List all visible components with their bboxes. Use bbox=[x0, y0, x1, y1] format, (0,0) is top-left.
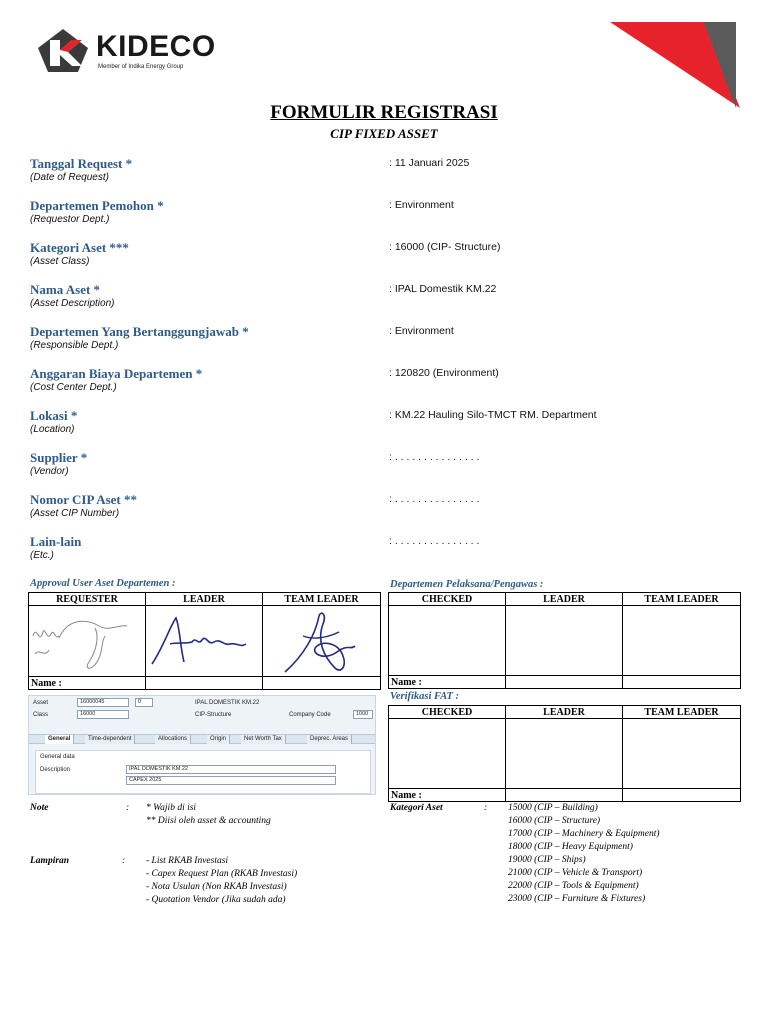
field-sublabel: (Location) bbox=[30, 424, 75, 435]
signature-team-leader[interactable] bbox=[623, 606, 741, 676]
note-list bbox=[146, 802, 271, 828]
signature-team-leader-icon bbox=[263, 606, 379, 676]
name-cell-team-leader[interactable] bbox=[623, 789, 741, 802]
kategori-line: 21000 (CIP – Vehicle & Transport) bbox=[508, 868, 643, 878]
signature-checked[interactable] bbox=[389, 719, 506, 789]
field-sublabel: (Requestor Dept.) bbox=[30, 214, 110, 225]
corner-decoration-icon bbox=[610, 22, 740, 108]
note-label: Note bbox=[30, 803, 49, 813]
field-label: Lokasi * bbox=[30, 408, 78, 423]
sap-general-panel bbox=[35, 750, 371, 794]
sap-company-code-field[interactable]: 1000 bbox=[353, 710, 373, 719]
signature-checked[interactable] bbox=[389, 606, 506, 676]
field-label: Supplier * bbox=[30, 450, 88, 465]
sap-tab-time-dependent[interactable]: Time-dependent bbox=[85, 735, 135, 744]
name-label: Name : bbox=[29, 677, 146, 690]
field-supplier bbox=[30, 450, 730, 486]
field-value[interactable]: : IPAL Domestik KM.22 bbox=[389, 283, 497, 295]
field-sublabel: (Date of Request) bbox=[30, 172, 109, 183]
sap-asset-name: IPAL DOMESTIK KM.22 bbox=[195, 700, 260, 706]
lampiran-line: - Capex Request Plan (RKAB Investasi) bbox=[146, 869, 298, 879]
logo-tagline: Member of Indika Energy Group bbox=[98, 64, 184, 70]
pelaksana-table bbox=[388, 592, 741, 689]
kategori-colon: : bbox=[484, 803, 488, 813]
kategori-line: 22000 (CIP – Tools & Equipment) bbox=[508, 881, 639, 891]
sap-tab-net-worth-tax[interactable]: Net Worth Tax bbox=[241, 735, 286, 744]
signature-leader[interactable] bbox=[506, 606, 623, 676]
sap-asset-label: Asset bbox=[33, 700, 49, 706]
field-value[interactable]: : 120820 (Environment) bbox=[389, 367, 499, 379]
kategori-line: 19000 (CIP – Ships) bbox=[508, 855, 586, 865]
kategori-line: 23000 (CIP – Furniture & Fixtures) bbox=[508, 894, 646, 904]
field-sublabel: (Asset CIP Number) bbox=[30, 508, 120, 519]
note-line: ** Diisi oleh asset & accounting bbox=[146, 816, 271, 826]
lampiran-list bbox=[146, 855, 297, 907]
field-value[interactable]: : KM.22 Hauling Silo-TMCT RM. Department bbox=[389, 409, 597, 421]
approval-user-table bbox=[28, 592, 381, 690]
field-sublabel: (Asset Class) bbox=[30, 256, 90, 267]
sap-company-code-label: Company Code bbox=[289, 712, 331, 718]
field-sublabel: (Etc.) bbox=[30, 550, 54, 561]
field-lokasi bbox=[30, 408, 730, 444]
sap-tab-origin[interactable]: Origin bbox=[207, 735, 230, 744]
sap-tab-deprec-areas[interactable]: Deprec. Areas bbox=[307, 735, 352, 744]
note-line: * Wajib di isi bbox=[146, 803, 197, 813]
sap-asset-screenshot bbox=[28, 695, 376, 795]
sap-class-name: CIP-Structure bbox=[195, 712, 232, 718]
col-leader: LEADER bbox=[146, 593, 263, 606]
verifikasi-title: Verifikasi FAT : bbox=[390, 691, 460, 702]
kideco-logo-icon bbox=[36, 28, 90, 74]
kategori-line: 18000 (CIP – Heavy Equipment) bbox=[508, 842, 633, 852]
lampiran-label: Lampiran bbox=[30, 856, 70, 866]
field-label: Nomor CIP Aset ** bbox=[30, 492, 138, 507]
field-label: Nama Aset * bbox=[30, 282, 101, 297]
field-departemen-pemohon bbox=[30, 198, 730, 234]
approval-user-title: Approval User Aset Departemen : bbox=[30, 578, 176, 589]
col-team-leader: TEAM LEADER bbox=[623, 593, 741, 606]
field-sublabel: (Vendor) bbox=[30, 466, 69, 477]
kideco-logo bbox=[36, 28, 236, 76]
field-value[interactable]: : 16000 (CIP- Structure) bbox=[389, 241, 501, 253]
field-sublabel: (Cost Center Dept.) bbox=[30, 382, 117, 393]
name-cell-team-leader[interactable] bbox=[263, 677, 381, 690]
col-checked: CHECKED bbox=[389, 706, 506, 719]
sap-description-field-2[interactable]: CAPEX 2025 bbox=[126, 776, 336, 785]
field-value[interactable]: : . . . . . . . . . . . . . . . bbox=[389, 535, 480, 547]
signature-leader-icon bbox=[146, 606, 261, 676]
field-kategori-aset bbox=[30, 240, 730, 276]
sap-class-label: Class bbox=[33, 712, 49, 718]
sap-asset-field[interactable]: 16000045 bbox=[77, 698, 129, 707]
kategori-line: 16000 (CIP – Structure) bbox=[508, 816, 601, 826]
signature-team-leader[interactable] bbox=[623, 719, 741, 789]
field-departemen-bertanggungjawab bbox=[30, 324, 730, 360]
field-value[interactable]: : . . . . . . . . . . . . . . . bbox=[389, 493, 480, 505]
logo-wordmark: KIDECO bbox=[96, 30, 216, 63]
field-value[interactable]: : . . . . . . . . . . . . . . . bbox=[389, 451, 480, 463]
sap-asset-sub-field[interactable]: 0 bbox=[135, 698, 153, 707]
col-leader: LEADER bbox=[506, 593, 623, 606]
col-requester: REQUESTER bbox=[29, 593, 146, 606]
sap-class-field[interactable]: 16000 bbox=[77, 710, 129, 719]
field-label: Departemen Yang Bertanggungjawab * bbox=[30, 324, 249, 339]
lampiran-line: - List RKAB Investasi bbox=[146, 856, 229, 866]
field-nama-aset bbox=[30, 282, 730, 318]
kategori-line: 15000 (CIP – Building) bbox=[508, 803, 598, 813]
sap-group-title: General data bbox=[40, 754, 75, 760]
signature-leader[interactable] bbox=[146, 606, 263, 677]
field-anggaran-biaya bbox=[30, 366, 730, 402]
field-label: Kategori Aset *** bbox=[30, 240, 129, 255]
sap-tab-bar bbox=[29, 734, 376, 744]
sap-description-label: Description bbox=[40, 767, 71, 773]
col-checked: CHECKED bbox=[389, 593, 506, 606]
field-label: Tanggal Request * bbox=[30, 156, 133, 171]
field-value[interactable]: : Environment bbox=[389, 199, 454, 211]
sap-tab-general[interactable]: General bbox=[45, 735, 74, 744]
field-sublabel: (Asset Description) bbox=[30, 298, 115, 309]
field-label: Departemen Pemohon * bbox=[30, 198, 164, 213]
signature-leader[interactable] bbox=[506, 719, 623, 789]
col-team-leader: TEAM LEADER bbox=[623, 706, 741, 719]
signature-requester-icon bbox=[29, 606, 144, 676]
name-label: Name : bbox=[389, 789, 506, 802]
field-nomor-cip-aset bbox=[30, 492, 730, 528]
field-lain-lain bbox=[30, 534, 730, 570]
kategori-line: 17000 (CIP – Machinery & Equipment) bbox=[508, 829, 660, 839]
form-title: FORMULIR REGISTRASI bbox=[270, 102, 498, 123]
field-label: Lain-lain bbox=[30, 534, 82, 549]
kategori-list bbox=[508, 802, 660, 906]
kategori-label: Kategori Aset bbox=[390, 803, 443, 813]
lampiran-line: - Quotation Vendor (Jika sudah ada) bbox=[146, 895, 286, 905]
name-cell-leader[interactable] bbox=[506, 676, 623, 689]
sap-tab-allocations[interactable]: Allocations bbox=[155, 735, 191, 744]
sap-description-field[interactable]: IPAL DOMESTIK KM.22 bbox=[126, 765, 336, 774]
form-subtitle: CIP FIXED ASSET bbox=[330, 126, 438, 141]
name-label: Name : bbox=[389, 676, 506, 689]
signature-requester[interactable] bbox=[29, 606, 146, 677]
signature-team-leader[interactable] bbox=[263, 606, 381, 677]
lampiran-line: - Nota Usulan (Non RKAB Investasi) bbox=[146, 882, 287, 892]
lampiran-colon: : bbox=[122, 856, 126, 866]
pelaksana-title: Departemen Pelaksana/Pengawas : bbox=[390, 579, 544, 590]
field-sublabel: (Responsible Dept.) bbox=[30, 340, 119, 351]
verifikasi-table bbox=[388, 705, 741, 802]
field-tanggal-request bbox=[30, 156, 730, 192]
field-value[interactable]: : 11 Januari 2025 bbox=[389, 157, 470, 169]
col-leader: LEADER bbox=[506, 706, 623, 719]
name-cell-leader[interactable] bbox=[146, 677, 263, 690]
col-team-leader: TEAM LEADER bbox=[263, 593, 381, 606]
field-value[interactable]: : Environment bbox=[389, 325, 454, 337]
field-label: Anggaran Biaya Departemen * bbox=[30, 366, 203, 381]
note-colon: : bbox=[126, 803, 130, 813]
name-cell-team-leader[interactable] bbox=[623, 676, 741, 689]
name-cell-leader[interactable] bbox=[506, 789, 623, 802]
